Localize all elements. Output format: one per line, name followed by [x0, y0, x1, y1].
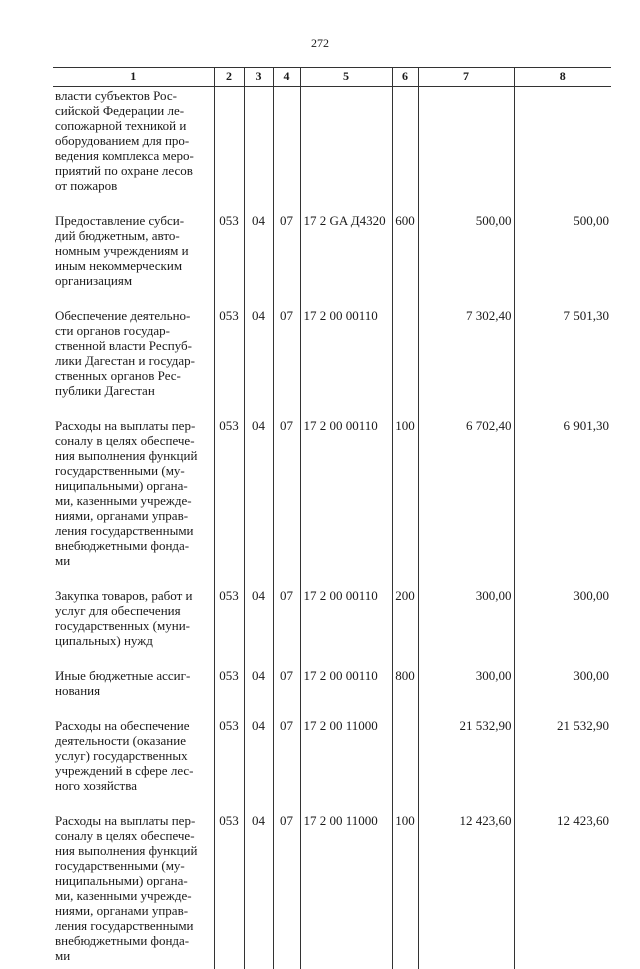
- table-row: [53, 668, 611, 718]
- row-name-line: номным учреждениям и: [55, 243, 212, 258]
- row-name-line: оборудованием для про-: [55, 133, 212, 148]
- row-name-line: учреждений в сфере лес-: [55, 763, 212, 778]
- target-article-cell: 17 2 GA Д4320: [300, 213, 392, 308]
- header-col-8: 8: [514, 68, 611, 87]
- table-row: [53, 308, 611, 418]
- row-name-line: ния выполнения функций: [55, 448, 212, 463]
- row-name-line: приятий по охране лесов: [55, 163, 212, 178]
- grbs-code-cell: 053: [214, 668, 244, 718]
- row-name-line: ного хозяйства: [55, 778, 212, 793]
- expense-type-cell: 600: [392, 213, 418, 308]
- budget-table: [53, 67, 611, 969]
- grbs-code-cell: 053: [214, 718, 244, 813]
- page-number: 272: [0, 36, 640, 51]
- amount-year1-cell: 6 702,40: [418, 418, 514, 588]
- expense-type-cell: [392, 718, 418, 813]
- header-col-3: 3: [244, 68, 273, 87]
- row-name-line: ления государственными: [55, 523, 212, 538]
- row-name-line: от пожаров: [55, 178, 212, 193]
- row-name-line: иным некоммерческим: [55, 258, 212, 273]
- grbs-code-cell: 053: [214, 813, 244, 969]
- expense-type-cell: 100: [392, 813, 418, 969]
- row-name-cell: [53, 308, 214, 418]
- amount-year1-cell: 500,00: [418, 213, 514, 308]
- row-name-line: Закупка товаров, работ и: [55, 588, 212, 603]
- row-name-line: ниями, органами управ-: [55, 508, 212, 523]
- header-col-1: 1: [53, 68, 214, 87]
- expense-type-cell: [392, 87, 418, 214]
- amount-year2-cell: 12 423,60: [514, 813, 611, 969]
- section-code-cell: 04: [244, 308, 273, 418]
- subsection-code-cell: [273, 87, 300, 214]
- row-name-line: сопожарной техникой и: [55, 118, 212, 133]
- header-col-4: 4: [273, 68, 300, 87]
- row-name-line: сийской Федерации ле-: [55, 103, 212, 118]
- row-name-line: лики Дагестан и государ-: [55, 353, 212, 368]
- amount-year2-cell: 7 501,30: [514, 308, 611, 418]
- expense-type-cell: 800: [392, 668, 418, 718]
- expense-type-cell: [392, 308, 418, 418]
- subsection-code-cell: 07: [273, 588, 300, 668]
- subsection-code-cell: 07: [273, 308, 300, 418]
- row-name-line: ниципальными) органа-: [55, 873, 212, 888]
- row-name-cell: [53, 418, 214, 588]
- target-article-cell: 17 2 00 11000: [300, 718, 392, 813]
- amount-year2-cell: 300,00: [514, 588, 611, 668]
- expense-type-cell: 100: [392, 418, 418, 588]
- table-row: [53, 813, 611, 969]
- row-name-line: ления государственными: [55, 918, 212, 933]
- row-name-cell: [53, 213, 214, 308]
- row-name-line: соналу в целях обеспече-: [55, 433, 212, 448]
- amount-year1-cell: 300,00: [418, 668, 514, 718]
- target-article-cell: 17 2 00 00110: [300, 668, 392, 718]
- row-name-line: государственных (муни-: [55, 618, 212, 633]
- section-code-cell: [244, 87, 273, 214]
- table-row: [53, 718, 611, 813]
- row-name-line: ведения комплекса меро-: [55, 148, 212, 163]
- row-name-line: деятельности (оказание: [55, 733, 212, 748]
- row-name-line: Расходы на обеспечение: [55, 718, 212, 733]
- target-article-cell: 17 2 00 00110: [300, 418, 392, 588]
- grbs-code-cell: 053: [214, 418, 244, 588]
- header-col-6: 6: [392, 68, 418, 87]
- grbs-code-cell: 053: [214, 213, 244, 308]
- subsection-code-cell: 07: [273, 213, 300, 308]
- amount-year1-cell: 12 423,60: [418, 813, 514, 969]
- row-name-cell: [53, 718, 214, 813]
- row-name-line: ственных органов Рес-: [55, 368, 212, 383]
- row-name-cell: [53, 588, 214, 668]
- row-name-cell: [53, 813, 214, 969]
- table-body: [53, 87, 611, 969]
- target-article-cell: 17 2 00 00110: [300, 588, 392, 668]
- amount-year2-cell: 6 901,30: [514, 418, 611, 588]
- row-name-line: государственными (му-: [55, 463, 212, 478]
- subsection-code-cell: 07: [273, 418, 300, 588]
- target-article-cell: 17 2 00 00110: [300, 308, 392, 418]
- row-name-cell: [53, 87, 214, 214]
- section-code-cell: 04: [244, 813, 273, 969]
- row-name-line: организациям: [55, 273, 212, 288]
- header-col-2: 2: [214, 68, 244, 87]
- expense-type-cell: 200: [392, 588, 418, 668]
- table-row: [53, 588, 611, 668]
- row-name-line: власти субъектов Рос-: [55, 88, 212, 103]
- grbs-code-cell: 053: [214, 308, 244, 418]
- row-name-line: услуг для обеспечения: [55, 603, 212, 618]
- section-code-cell: 04: [244, 213, 273, 308]
- row-name-line: ми: [55, 948, 212, 963]
- row-name-line: ми: [55, 553, 212, 568]
- subsection-code-cell: 07: [273, 813, 300, 969]
- header-row: [53, 68, 611, 87]
- row-name-line: Обеспечение деятельно-: [55, 308, 212, 323]
- amount-year1-cell: 300,00: [418, 588, 514, 668]
- target-article-cell: [300, 87, 392, 214]
- row-name-line: ми, казенными учрежде-: [55, 888, 212, 903]
- row-name-line: публики Дагестан: [55, 383, 212, 398]
- row-name-line: ниципальными) органа-: [55, 478, 212, 493]
- row-name-line: Расходы на выплаты пер-: [55, 418, 212, 433]
- amount-year1-cell: 21 532,90: [418, 718, 514, 813]
- header-col-5: 5: [300, 68, 392, 87]
- subsection-code-cell: 07: [273, 668, 300, 718]
- row-name-line: дий бюджетным, авто-: [55, 228, 212, 243]
- row-name-line: услуг) государственных: [55, 748, 212, 763]
- row-name-line: ми, казенными учрежде-: [55, 493, 212, 508]
- amount-year2-cell: 300,00: [514, 668, 611, 718]
- row-name-line: Предоставление субси-: [55, 213, 212, 228]
- row-name-line: ния выполнения функций: [55, 843, 212, 858]
- grbs-code-cell: 053: [214, 588, 244, 668]
- row-name-line: ственной власти Респуб-: [55, 338, 212, 353]
- table-header: [53, 68, 611, 87]
- table-row: [53, 213, 611, 308]
- amount-year1-cell: [418, 87, 514, 214]
- amount-year2-cell: 21 532,90: [514, 718, 611, 813]
- amount-year2-cell: 500,00: [514, 213, 611, 308]
- row-name-line: сти органов государ-: [55, 323, 212, 338]
- row-name-line: внебюджетными фонда-: [55, 933, 212, 948]
- row-name-line: Иные бюджетные ассиг-: [55, 668, 212, 683]
- row-name-line: Расходы на выплаты пер-: [55, 813, 212, 828]
- row-name-cell: [53, 668, 214, 718]
- table-row: [53, 418, 611, 588]
- row-name-line: внебюджетными фонда-: [55, 538, 212, 553]
- header-col-7: 7: [418, 68, 514, 87]
- amount-year1-cell: 7 302,40: [418, 308, 514, 418]
- grbs-code-cell: [214, 87, 244, 214]
- table-row: [53, 87, 611, 214]
- row-name-line: ципальных) нужд: [55, 633, 212, 648]
- row-name-line: нования: [55, 683, 212, 698]
- section-code-cell: 04: [244, 718, 273, 813]
- section-code-cell: 04: [244, 588, 273, 668]
- amount-year2-cell: [514, 87, 611, 214]
- row-name-line: ниями, органами управ-: [55, 903, 212, 918]
- section-code-cell: 04: [244, 418, 273, 588]
- target-article-cell: 17 2 00 11000: [300, 813, 392, 969]
- row-name-line: соналу в целях обеспече-: [55, 828, 212, 843]
- row-name-line: государственными (му-: [55, 858, 212, 873]
- section-code-cell: 04: [244, 668, 273, 718]
- subsection-code-cell: 07: [273, 718, 300, 813]
